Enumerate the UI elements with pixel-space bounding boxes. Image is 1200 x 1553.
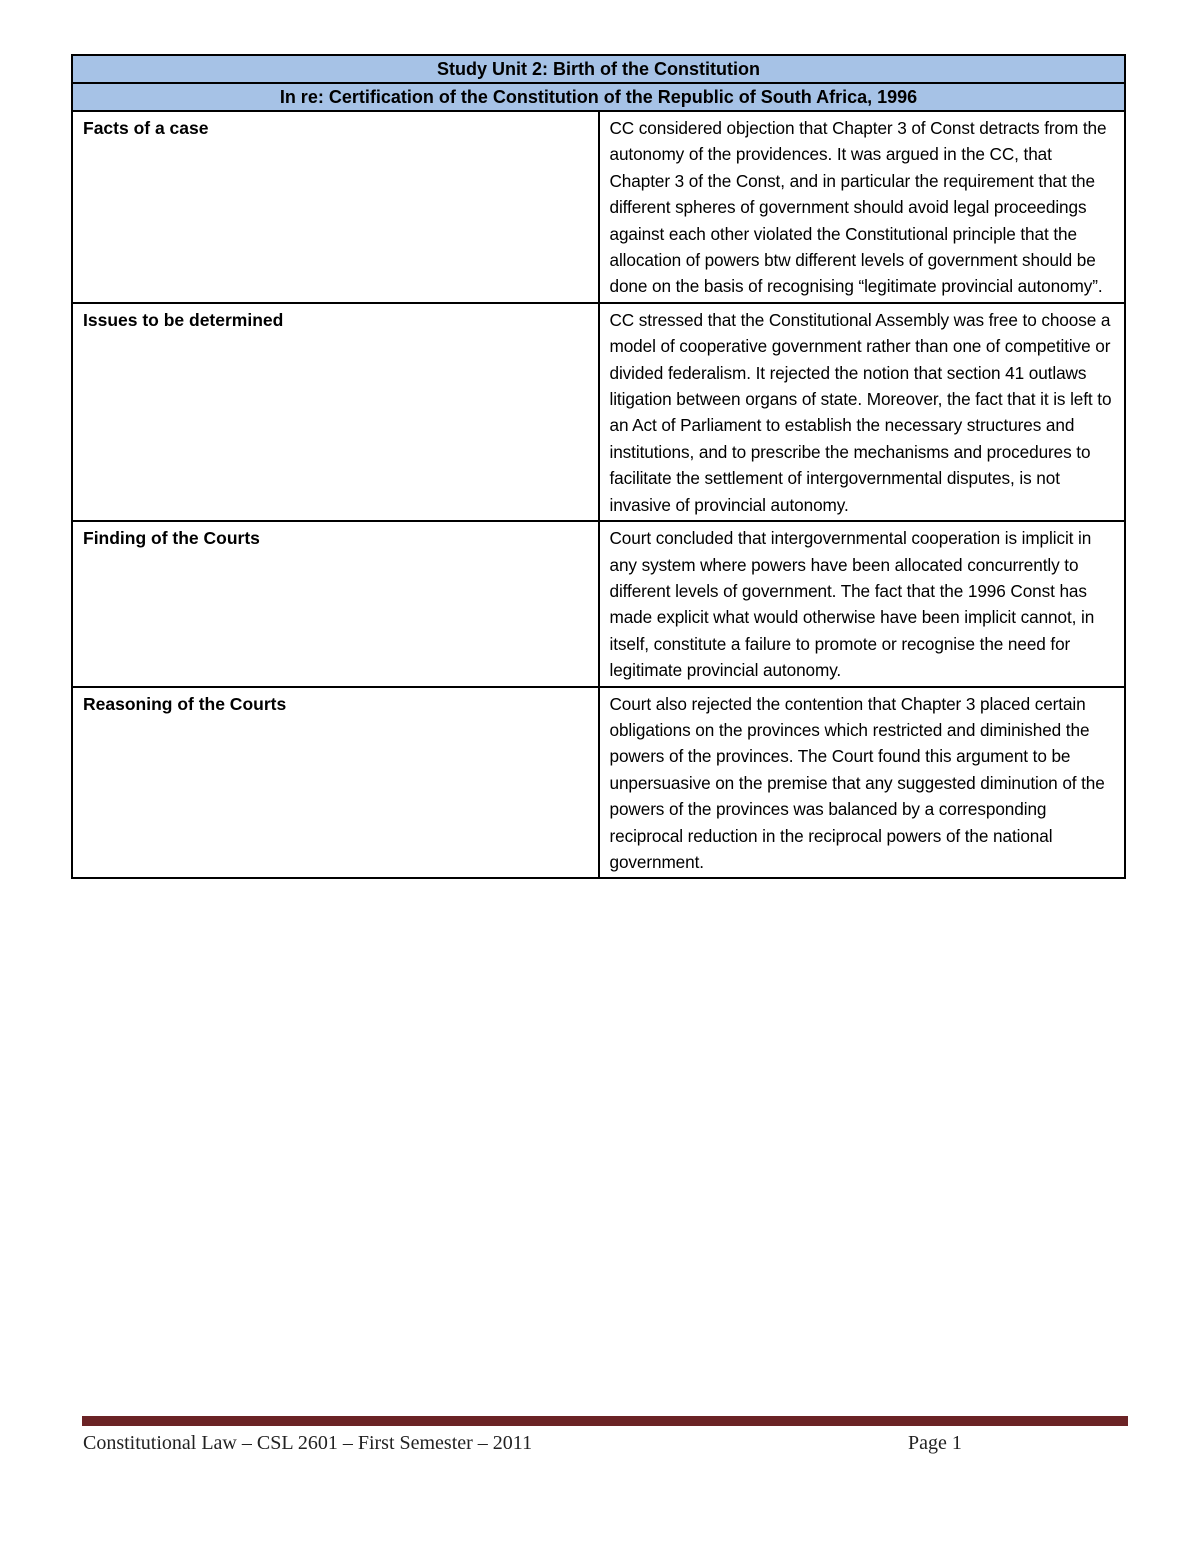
case-name: In re: Certification of the Constitution of the Republic of South Africa, 1996 [72,83,1125,111]
row-text-issues: CC stressed that the Constitutional Assembly was free to choose a model of cooperative government rather than one of competitive or divided federalism. It rejected the notion that section 41 outlaws litigation between organs of state. Moreover, the fact that it is left to an Act of Parliament to establish the necessary structures and institutions, and to prescribe the mechanisms and procedures to facilitate the settlement of intergovernmental disputes, is not invasive of provincial autonomy. [599,303,1126,521]
case-summary-table [71,54,1126,879]
case-name-row [72,83,1125,111]
title-row [72,55,1125,83]
row-label-issues: Issues to be determined [72,303,599,521]
footer-course-info: Constitutional Law – CSL 2601 – First Semester – 2011 [83,1432,533,1454]
table-row [72,303,1125,521]
row-label-facts: Facts of a case [72,111,599,303]
table-title: Study Unit 2: Birth of the Constitution [72,55,1125,83]
row-text-reasoning: Court also rejected the contention that Chapter 3 placed certain obligations on the provinces which restricted and diminished the powers of the provinces. The Court found this argument to be unpersuasive on the premise that any suggested diminution of the powers of the provinces was balanced by a corresponding reciprocal reduction in the reciprocal powers of the national government. [599,687,1126,879]
row-text-finding: Court concluded that intergovernmental cooperation is implicit in any system where powers have been allocated concurrently to different levels of government. The fact that the 1996 Const has made explicit what would otherwise have been implicit cannot, in itself, constitute a failure to promote or recognise the need for legitimate provincial autonomy. [599,521,1126,686]
table-row [72,521,1125,686]
row-label-finding: Finding of the Courts [72,521,599,686]
row-text-facts: CC considered objection that Chapter 3 of Const detracts from the autonomy of the providences. It was argued in the CC, that Chapter 3 of the Const, and in particular the requirement that the different spheres of government should avoid legal proceedings against each other violated the Constitutional principle that the allocation of powers btw different levels of government should be done on the basis of recognising “legitimate provincial autonomy”. [599,111,1126,303]
table-row [72,111,1125,303]
footer-divider [82,1416,1128,1426]
footer-page-number: Page 1 [908,1432,962,1454]
table-row [72,687,1125,879]
row-label-reasoning: Reasoning of the Courts [72,687,599,879]
